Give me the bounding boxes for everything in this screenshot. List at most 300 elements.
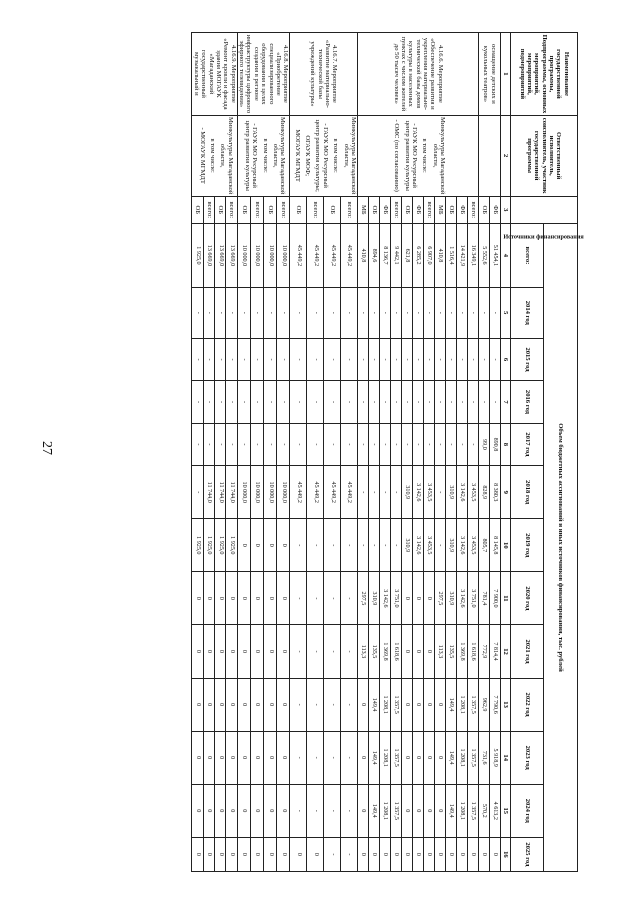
value-cell: 0 bbox=[192, 837, 203, 871]
source-cell: всего: bbox=[226, 196, 237, 224]
value-cell: - bbox=[203, 338, 214, 380]
value-cell: - bbox=[192, 466, 203, 519]
value-cell: 0 bbox=[277, 837, 290, 871]
value-cell: - bbox=[402, 423, 413, 465]
value-cell: 0 bbox=[264, 519, 277, 572]
value-cell: 1 925,0 bbox=[203, 519, 214, 572]
value-cell: - bbox=[307, 784, 324, 837]
header-year-cell: 2025 год bbox=[511, 837, 545, 871]
value-cell: - bbox=[391, 466, 402, 519]
source-cell: МБ bbox=[435, 196, 446, 224]
value-cell: 0 bbox=[250, 625, 263, 678]
value-cell: 0 bbox=[237, 519, 250, 572]
responsible-cell bbox=[358, 115, 479, 196]
column-number-cell: 15 bbox=[501, 784, 511, 837]
value-cell: 13 669,0 bbox=[226, 224, 237, 288]
value-cell: - bbox=[250, 338, 263, 380]
column-number-cell: 2 bbox=[501, 115, 511, 196]
value-cell: - bbox=[413, 287, 424, 338]
value-cell: - bbox=[290, 287, 307, 338]
value-cell: - bbox=[468, 338, 479, 380]
value-cell: 149,4 bbox=[369, 678, 380, 731]
value-cell: 0 bbox=[468, 837, 479, 871]
value-cell: 0 bbox=[215, 731, 226, 784]
value-cell: 0 bbox=[250, 837, 263, 871]
value-cell: - bbox=[192, 381, 203, 423]
value-cell: - bbox=[307, 625, 324, 678]
value-cell: - bbox=[424, 338, 435, 380]
value-cell: - bbox=[402, 287, 413, 338]
value-cell: - bbox=[341, 784, 358, 837]
activity-name-cell: 4.16.8. Мероприятие «Приобретение специализированного оборудования в целях создания в регионе инфраструктуры цифрового эфирного телевидения» bbox=[237, 33, 290, 116]
column-number-cell: 8 bbox=[501, 423, 511, 465]
value-cell: - bbox=[324, 519, 341, 572]
value-cell: 310,9 bbox=[446, 572, 457, 625]
source-cell: ОБ bbox=[446, 196, 457, 224]
value-cell: 0 bbox=[264, 625, 277, 678]
value-cell: 621,8 bbox=[402, 224, 413, 288]
value-cell: 0 bbox=[380, 837, 391, 871]
value-cell: - bbox=[307, 287, 324, 338]
responsible-line: Минкультуры Магаданской области, bbox=[219, 116, 234, 195]
value-cell: 13 669,0 bbox=[203, 224, 214, 288]
value-cell: 11 744,0 bbox=[226, 466, 237, 519]
value-cell: - bbox=[307, 338, 324, 380]
value-cell: - bbox=[457, 381, 468, 423]
value-cell: - bbox=[490, 338, 501, 380]
value-cell: - bbox=[341, 731, 358, 784]
value-cell: - bbox=[341, 338, 358, 380]
value-cell: 0 bbox=[277, 572, 290, 625]
column-number-row bbox=[501, 33, 511, 872]
value-cell: - bbox=[324, 572, 341, 625]
financing-table bbox=[192, 32, 584, 872]
value-cell: 135,5 bbox=[369, 625, 380, 678]
value-cell: - bbox=[468, 423, 479, 465]
responsible-cell bbox=[237, 115, 290, 196]
source-cell: ФБ bbox=[490, 196, 501, 224]
value-cell: 0 bbox=[215, 625, 226, 678]
value-cell: 0 bbox=[226, 731, 237, 784]
value-cell: 0 bbox=[277, 731, 290, 784]
responsible-line: в том числе: bbox=[261, 138, 269, 173]
responsible-line: ОГАУК МОФ; bbox=[304, 135, 312, 176]
value-cell: - bbox=[435, 338, 446, 380]
value-cell: - bbox=[380, 287, 391, 338]
value-cell: 3 142,6 bbox=[457, 572, 468, 625]
value-cell: 0 bbox=[277, 519, 290, 572]
value-cell: 0 bbox=[192, 731, 203, 784]
value-cell: 894,6 bbox=[369, 224, 380, 288]
value-cell: - bbox=[264, 423, 277, 465]
value-cell: - bbox=[479, 338, 490, 380]
responsible-line: Минкультуры Магаданской области, bbox=[342, 116, 357, 195]
value-cell: - bbox=[446, 287, 457, 338]
value-cell: - bbox=[307, 572, 324, 625]
value-cell: - bbox=[264, 287, 277, 338]
value-cell: 0 bbox=[413, 784, 424, 837]
value-cell: - bbox=[391, 381, 402, 423]
value-cell: 7 790,6 bbox=[490, 678, 501, 731]
value-cell: 14 421,9 bbox=[457, 224, 468, 288]
responsible-line: Минкультуры Магаданской области, bbox=[272, 116, 287, 195]
header-source-label: Источники финансирования bbox=[503, 233, 584, 241]
value-cell: 410,8 bbox=[358, 224, 369, 288]
value-cell: - bbox=[424, 287, 435, 338]
value-cell: 0 bbox=[446, 837, 457, 871]
responsible-line: в том числе: bbox=[209, 138, 217, 173]
value-cell: 1 516,4 bbox=[446, 224, 457, 288]
value-cell: 297,5 bbox=[435, 572, 446, 625]
value-cell: - bbox=[341, 519, 358, 572]
value-cell: 1 208,1 bbox=[380, 784, 391, 837]
value-cell: 0 bbox=[479, 837, 490, 871]
value-cell: - bbox=[290, 381, 307, 423]
value-cell: - bbox=[358, 423, 369, 465]
value-cell: 10 000,0 bbox=[277, 224, 290, 288]
value-cell: 0 bbox=[203, 572, 214, 625]
value-cell: 1 208,1 bbox=[380, 731, 391, 784]
value-cell: - bbox=[435, 466, 446, 519]
value-cell: 310,9 bbox=[402, 519, 413, 572]
value-cell: 0 bbox=[413, 625, 424, 678]
value-cell: 99,0 bbox=[479, 423, 490, 465]
value-cell: 1 618,6 bbox=[468, 625, 479, 678]
value-cell: - bbox=[457, 423, 468, 465]
value-cell: - bbox=[341, 423, 358, 465]
value-cell: 0 bbox=[237, 625, 250, 678]
value-cell: - bbox=[446, 338, 457, 380]
responsible-cell bbox=[192, 115, 237, 196]
value-cell: - bbox=[237, 381, 250, 423]
value-cell: 0 bbox=[358, 678, 369, 731]
column-number-cell: 7 bbox=[501, 381, 511, 423]
column-number-cell: 13 bbox=[501, 678, 511, 731]
value-cell: 4 613,2 bbox=[490, 784, 501, 837]
value-cell: 0 bbox=[402, 625, 413, 678]
source-cell: ФБ bbox=[380, 196, 391, 224]
value-cell: 0 bbox=[237, 784, 250, 837]
value-cell: 45 449,2 bbox=[290, 466, 307, 519]
value-cell: - bbox=[215, 423, 226, 465]
value-cell: - bbox=[290, 519, 307, 572]
value-cell: 0 bbox=[457, 837, 468, 871]
value-cell: - bbox=[250, 423, 263, 465]
value-cell: 0 bbox=[277, 678, 290, 731]
value-cell: 310,9 bbox=[369, 572, 380, 625]
landscape-sheet bbox=[60, 32, 584, 872]
value-cell: 10 000,0 bbox=[264, 224, 277, 288]
value-cell: 45 449,2 bbox=[307, 466, 324, 519]
value-cell: 1 208,1 bbox=[457, 731, 468, 784]
source-cell: ОБ bbox=[369, 196, 380, 224]
value-cell: 0 bbox=[264, 731, 277, 784]
value-cell: - bbox=[237, 338, 250, 380]
value-cell: - bbox=[413, 338, 424, 380]
value-cell: 1 925,0 bbox=[215, 519, 226, 572]
value-cell: 10 000,0 bbox=[237, 466, 250, 519]
value-cell: 6 907,0 bbox=[424, 224, 435, 288]
value-cell: - bbox=[226, 423, 237, 465]
value-cell: - bbox=[380, 519, 391, 572]
source-cell: всего: bbox=[468, 196, 479, 224]
activity-name-cell: оснащение детских и кукольных театров» bbox=[479, 33, 501, 116]
value-cell: 3 142,6 bbox=[413, 466, 424, 519]
value-cell: 0 bbox=[402, 572, 413, 625]
source-cell: ФБ bbox=[457, 196, 468, 224]
value-cell: - bbox=[435, 423, 446, 465]
header-year-cell: 2015 год bbox=[511, 338, 545, 380]
responsible-line: - ГАУК МО Ресурсный центр развития культуры bbox=[403, 120, 418, 191]
value-cell: - bbox=[435, 287, 446, 338]
value-cell: - bbox=[277, 381, 290, 423]
value-cell: 3 453,5 bbox=[424, 466, 435, 519]
value-cell: - bbox=[307, 678, 324, 731]
value-cell: 0 bbox=[264, 572, 277, 625]
table-row bbox=[341, 33, 358, 872]
value-cell: - bbox=[324, 784, 341, 837]
value-cell: 10 000,0 bbox=[250, 224, 263, 288]
value-cell: - bbox=[324, 731, 341, 784]
header-year-cell: 2023 год bbox=[511, 731, 545, 784]
value-cell: - bbox=[380, 381, 391, 423]
value-cell: - bbox=[380, 466, 391, 519]
value-cell: 3 142,6 bbox=[413, 519, 424, 572]
value-cell: 0 bbox=[413, 837, 424, 871]
value-cell: - bbox=[402, 338, 413, 380]
source-cell: всего: bbox=[307, 196, 324, 224]
value-cell: 16 349,1 bbox=[468, 224, 479, 288]
value-cell: 0 bbox=[226, 572, 237, 625]
value-cell: 0 bbox=[402, 837, 413, 871]
responsible-line: в том числе: bbox=[332, 138, 340, 173]
value-cell: 0 bbox=[424, 784, 435, 837]
value-cell: 805,7 bbox=[479, 519, 490, 572]
value-cell: - bbox=[358, 338, 369, 380]
value-cell: 0 bbox=[237, 678, 250, 731]
value-cell: - bbox=[341, 837, 358, 871]
value-cell: 0 bbox=[290, 837, 307, 871]
value-cell: - bbox=[468, 381, 479, 423]
value-cell: - bbox=[324, 338, 341, 380]
value-cell: - bbox=[277, 287, 290, 338]
value-cell: - bbox=[391, 287, 402, 338]
value-cell: - bbox=[341, 381, 358, 423]
header-year-cell: 2024 год bbox=[511, 784, 545, 837]
value-cell: - bbox=[490, 287, 501, 338]
value-cell: 10 000,0 bbox=[237, 224, 250, 288]
value-cell: 0 bbox=[215, 784, 226, 837]
source-cell: ОБ bbox=[215, 196, 226, 224]
value-cell: 828,9 bbox=[479, 466, 490, 519]
value-cell: - bbox=[358, 287, 369, 338]
value-cell: 5 918,9 bbox=[490, 731, 501, 784]
value-cell: - bbox=[324, 381, 341, 423]
value-cell: 10 000,0 bbox=[250, 466, 263, 519]
value-cell: 890,8 bbox=[490, 423, 501, 465]
source-cell: ОБ bbox=[402, 196, 413, 224]
value-cell: 1 357,5 bbox=[391, 784, 402, 837]
value-cell: - bbox=[192, 287, 203, 338]
value-cell: 731,6 bbox=[479, 731, 490, 784]
value-cell: - bbox=[290, 423, 307, 465]
value-cell: 0 bbox=[226, 784, 237, 837]
value-cell: - bbox=[479, 381, 490, 423]
value-cell: 0 bbox=[490, 837, 501, 871]
value-cell: 1 925,0 bbox=[192, 224, 203, 288]
source-cell: всего: bbox=[277, 196, 290, 224]
column-number-cell: 1 bbox=[501, 33, 511, 116]
value-cell: - bbox=[226, 381, 237, 423]
value-cell: 1 618,6 bbox=[391, 625, 402, 678]
value-cell: 45 449,2 bbox=[341, 466, 358, 519]
value-cell: 8 380,3 bbox=[490, 466, 501, 519]
value-cell: - bbox=[307, 381, 324, 423]
table-row bbox=[277, 33, 290, 872]
value-cell: - bbox=[341, 287, 358, 338]
header-name-column: Наименование государственной программы, Подпрограммы, основных мероприятий, мероприятий, подмероприятий bbox=[511, 33, 578, 116]
value-cell: - bbox=[277, 423, 290, 465]
value-cell: 772,9 bbox=[479, 625, 490, 678]
value-cell: - bbox=[479, 287, 490, 338]
value-cell: 1 925,0 bbox=[192, 519, 203, 572]
value-cell: 0 bbox=[413, 572, 424, 625]
value-cell: 0 bbox=[203, 837, 214, 871]
value-cell: - bbox=[192, 423, 203, 465]
header-source-column bbox=[503, 196, 584, 241]
source-cell: ОБ bbox=[324, 196, 341, 224]
value-cell: - bbox=[203, 381, 214, 423]
value-cell: 0 bbox=[413, 678, 424, 731]
column-number-cell: 12 bbox=[501, 625, 511, 678]
value-cell: 1 208,1 bbox=[457, 784, 468, 837]
value-cell: 3 453,5 bbox=[424, 519, 435, 572]
value-cell: 0 bbox=[307, 837, 324, 871]
value-cell: - bbox=[457, 338, 468, 380]
responsible-line: - МОГАУК МГМДТ bbox=[198, 127, 206, 184]
value-cell: 0 bbox=[424, 572, 435, 625]
value-cell: 113,3 bbox=[435, 625, 446, 678]
source-cell: всего: bbox=[391, 196, 402, 224]
value-cell: 0 bbox=[250, 731, 263, 784]
value-cell: - bbox=[324, 678, 341, 731]
value-cell: - bbox=[290, 731, 307, 784]
value-cell: 5 552,6 bbox=[479, 224, 490, 288]
value-cell: - bbox=[215, 287, 226, 338]
value-cell: 0 bbox=[435, 784, 446, 837]
value-cell: - bbox=[413, 423, 424, 465]
header-year-cell: 2018 год bbox=[511, 466, 545, 519]
source-cell: всего: bbox=[341, 196, 358, 224]
value-cell: 11 744,0 bbox=[215, 466, 226, 519]
value-cell: - bbox=[369, 381, 380, 423]
value-cell: 0 bbox=[192, 625, 203, 678]
value-cell: 0 bbox=[264, 784, 277, 837]
header-year-cell: 2020 год bbox=[511, 572, 545, 625]
value-cell: 0 bbox=[402, 678, 413, 731]
value-cell: - bbox=[435, 381, 446, 423]
value-cell: 0 bbox=[264, 837, 277, 871]
value-cell: 3 751,0 bbox=[468, 572, 479, 625]
value-cell: 0 bbox=[250, 572, 263, 625]
value-cell: - bbox=[358, 466, 369, 519]
value-cell: 0 bbox=[215, 572, 226, 625]
value-cell: 0 bbox=[435, 837, 446, 871]
value-cell: 0 bbox=[435, 731, 446, 784]
value-cell: 10 000,0 bbox=[264, 466, 277, 519]
value-cell: - bbox=[226, 287, 237, 338]
header-year-cell: 2019 год bbox=[511, 519, 545, 572]
source-cell: всего: bbox=[203, 196, 214, 224]
source-cell: ФБ bbox=[413, 196, 424, 224]
value-cell: 0 bbox=[413, 731, 424, 784]
value-cell: - bbox=[250, 381, 263, 423]
value-cell: 8 145,8 bbox=[490, 519, 501, 572]
value-cell: 0 bbox=[215, 837, 226, 871]
value-cell: 0 bbox=[264, 678, 277, 731]
value-cell: - bbox=[215, 338, 226, 380]
value-cell: - bbox=[391, 423, 402, 465]
header-year-cell: всего: bbox=[511, 224, 545, 288]
value-cell: - bbox=[290, 338, 307, 380]
activity-name-cell: 4.16.6. Мероприятие «Обеспечение развития и укрепления материально-технической базы домов культуры в населенных пунктах с числом жителей до 50 тысяч человек» bbox=[358, 33, 479, 116]
value-cell: - bbox=[369, 423, 380, 465]
value-cell: 0 bbox=[250, 678, 263, 731]
table-body bbox=[192, 33, 511, 872]
value-cell: - bbox=[324, 287, 341, 338]
value-cell: 1 357,5 bbox=[391, 678, 402, 731]
page-number: 27 bbox=[39, 441, 54, 455]
value-cell: - bbox=[341, 678, 358, 731]
value-cell: 310,9 bbox=[402, 466, 413, 519]
value-cell: 0 bbox=[424, 625, 435, 678]
value-cell: - bbox=[380, 423, 391, 465]
value-cell: 0 bbox=[391, 837, 402, 871]
value-cell: 0 bbox=[203, 784, 214, 837]
value-cell: 0 bbox=[237, 731, 250, 784]
value-cell: 13 669,0 bbox=[215, 224, 226, 288]
value-cell: 0 bbox=[435, 678, 446, 731]
value-cell: 113,3 bbox=[358, 625, 369, 678]
value-cell: - bbox=[490, 381, 501, 423]
value-cell: - bbox=[203, 423, 214, 465]
value-cell: 7 814,4 bbox=[490, 625, 501, 678]
value-cell: - bbox=[391, 338, 402, 380]
value-cell: - bbox=[424, 423, 435, 465]
value-cell: 0 bbox=[277, 625, 290, 678]
value-cell: 297,5 bbox=[358, 572, 369, 625]
value-cell: - bbox=[391, 519, 402, 572]
value-cell: 1 357,5 bbox=[468, 678, 479, 731]
value-cell: 0 bbox=[424, 837, 435, 871]
value-cell: 11 744,0 bbox=[203, 466, 214, 519]
source-cell: ОБ bbox=[264, 196, 277, 224]
header-year-cell: 2017 год bbox=[511, 423, 545, 465]
value-cell: - bbox=[277, 338, 290, 380]
value-cell: - bbox=[237, 287, 250, 338]
header-year-cell: 2014 год bbox=[511, 287, 545, 338]
value-cell: 0 bbox=[424, 731, 435, 784]
value-cell: 149,4 bbox=[446, 784, 457, 837]
value-cell: - bbox=[290, 572, 307, 625]
table-row bbox=[490, 33, 501, 872]
value-cell: - bbox=[358, 519, 369, 572]
value-cell: 45 449,2 bbox=[324, 224, 341, 288]
value-cell: - bbox=[307, 519, 324, 572]
value-cell: 6 285,2 bbox=[413, 224, 424, 288]
value-cell: - bbox=[402, 381, 413, 423]
column-number-cell: 4 bbox=[501, 224, 511, 288]
